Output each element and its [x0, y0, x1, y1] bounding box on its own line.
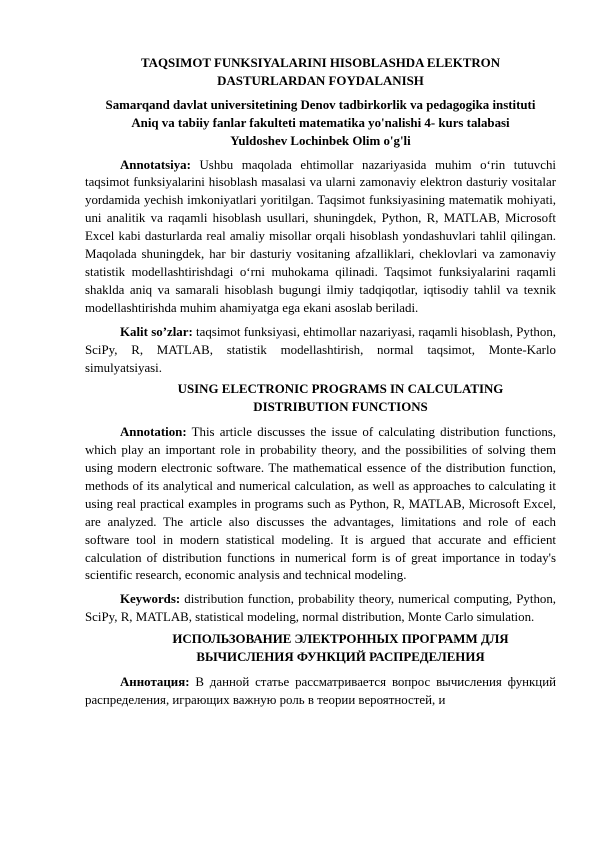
ru-title-line1: ИСПОЛЬЗОВАНИЕ ЭЛЕКТРОННЫХ ПРОГРАММ ДЛЯ — [172, 632, 509, 647]
uz-abstract-text: Ushbu maqolada ehtimollar nazariyasida muhim o‘rin tutuvchi taqsimot funksiyalarini hisoblash masalasi va ularni zamonaviy elektron dasturiy vositalar yordamida yechish imkoniyatlari yoritilgan. Taqsimot funksiyasining matematik mohiyati, uni analitik va raqamli hisoblash usullari, shuningdek, Python, R, MATLAB, Microsoft Excel kabi dasturlarda real amaliy misollar orqali hisoblash yondashuvlari tahlil qilingan. Maqolada shuningdek, har bir dasturiy vositaning afzalliklari, cheklovlari va zamonaviy statistik modellashtirishdagi o‘rni muhokama qilinadi. Taqsimot funksiyalarini raqamli shaklda aniq va samarali hisoblash bugungi ilmiy tadqiqotlar, iqtisodiy tahlil va texnik modellashtirishda muhim ahamiyatga ega ekani asoslab beriladi. — [85, 157, 556, 315]
author-block — [85, 97, 556, 151]
ru-abstract — [85, 674, 556, 710]
uz-abstract — [85, 157, 556, 318]
author-name: Yuldoshev Lochinbek Olim o'g'li — [230, 133, 411, 148]
en-abstract-label: Annotation: — [120, 425, 187, 440]
en-title-line2: DISTRIBUTION FUNCTIONS — [253, 400, 428, 415]
ru-abstract-label: Аннотация: — [120, 675, 190, 689]
paper-title-line2: DASTURLARDAN FOYDALANISH — [217, 73, 424, 88]
en-keywords — [85, 591, 556, 627]
ru-abstract-text: В данной статье рассматривается вопрос вычисления функций распределения, играющих важную роль в теории вероятностей, и — [85, 675, 556, 707]
author-affiliation-line2: Aniq va tabiiy fanlar fakulteti matematika yo'nalishi 4- kurs talabasi — [131, 115, 510, 130]
en-keywords-label: Keywords: — [120, 592, 181, 607]
author-affiliation-line1: Samarqand davlat universitetining Denov tadbirkorlik va pedagogika instituti — [105, 97, 536, 112]
en-title — [85, 381, 556, 417]
en-abstract-text: This article discusses the issue of calculating distribution functions, which play an important role in probability theory, and the possibilities of solving them using modern electronic software. The mathematical essence of the distribution function, methods of its analytical and numerical calculation, as well as approaches to calculating it using real practical examples in programs such as Python, R, MATLAB, Microsoft Excel, are analyzed. The article also discusses the advantages, limitations and role of each software tool in modern statistical modeling. It is argued that accurate and efficient calculation of distribution functions in numerical form is of great importance in today's scientific research, economic analysis and technical modeling. — [85, 425, 556, 583]
en-abstract — [85, 424, 556, 585]
en-title-line1: USING ELECTRONIC PROGRAMS IN CALCULATING — [177, 382, 504, 397]
ru-title — [85, 631, 556, 667]
en-keywords-text: distribution function, probability theory, numerical computing, Python, SciPy, R, MATLAB, statistical modeling, normal distribution, Monte Carlo simulation. — [85, 592, 556, 625]
ru-title-line2: ВЫЧИСЛЕНИЯ ФУНКЦИЙ РАСПРЕДЕЛЕНИЯ — [196, 650, 485, 665]
uz-keywords-label: Kalit so’zlar: — [120, 324, 193, 339]
uz-abstract-label: Annotatsiya: — [120, 157, 191, 172]
paper-title-line1: TAQSIMOT FUNKSIYALARINI HISOBLASHDA ELEKTRON — [141, 56, 500, 70]
uz-keywords-text: taqsimot funksiyasi, ehtimollar nazariyasi, raqamli hisoblash, Python, SciPy, R, MATLAB, statistik modellashtirish, normal taqsimot, Monte-Karlo simulyatsiyasi. — [85, 324, 556, 375]
paper-title — [85, 55, 556, 91]
uz-keywords — [85, 324, 556, 378]
